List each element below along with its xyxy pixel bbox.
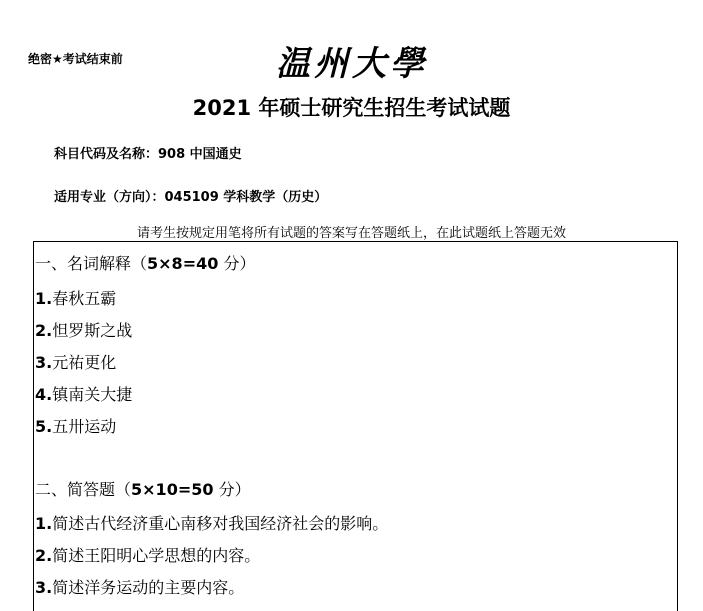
question-number: 2. <box>35 321 53 340</box>
question-text: 元祐更化 <box>52 353 117 372</box>
exam-title: 2021 年硕士研究生招生考试试题 <box>192 96 511 120</box>
question-item <box>35 575 244 598</box>
question-item <box>35 318 132 341</box>
question-text: 简述洋务运动的主要内容。 <box>52 578 245 597</box>
question-number: 3. <box>35 353 53 372</box>
question-text: 简述王阳明心学思想的内容。 <box>52 546 261 565</box>
confidential-label: 绝密★考试结束前 <box>28 52 123 66</box>
question-text: 简述古代经济重心南移对我国经济社会的影响。 <box>52 514 389 533</box>
question-number: 1. <box>35 514 53 533</box>
section-title-score: 5×8=40 <box>147 254 219 273</box>
section-title-suffix: 分） <box>218 254 256 273</box>
question-text: 五卅运动 <box>52 417 117 436</box>
question-text: 怛罗斯之战 <box>52 321 133 340</box>
question-item <box>35 286 116 309</box>
question-item <box>35 543 260 566</box>
question-text: 春秋五霸 <box>52 289 117 308</box>
question-item <box>35 382 132 405</box>
section-title-prefix: 一、名词解释（ <box>35 254 148 273</box>
major-line: 适用专业（方向）：045109 学科教学（历史） <box>54 190 328 205</box>
section-title-terms <box>35 251 255 274</box>
question-number: 4. <box>35 385 53 404</box>
section-title-score: 5×10=50 <box>131 480 214 499</box>
section-title-short-answer <box>35 477 251 500</box>
question-number: 5. <box>35 417 53 436</box>
question-number: 1. <box>35 289 53 308</box>
question-item <box>35 414 116 437</box>
exam-notice: 请考生按规定用笔将所有试题的答案写在答题纸上，在此试题纸上答题无效 <box>136 226 566 241</box>
section-title-suffix: 分） <box>213 480 251 499</box>
university-logo: 温州大學 <box>276 44 428 84</box>
question-number: 2. <box>35 546 53 565</box>
question-item <box>35 511 388 534</box>
question-item <box>35 350 116 373</box>
question-number: 3. <box>35 578 53 597</box>
section-title-prefix: 二、简答题（ <box>35 480 132 499</box>
subject-line: 科目代码及名称：908 中国通史 <box>54 147 242 162</box>
question-text: 镇南关大捷 <box>52 385 133 404</box>
